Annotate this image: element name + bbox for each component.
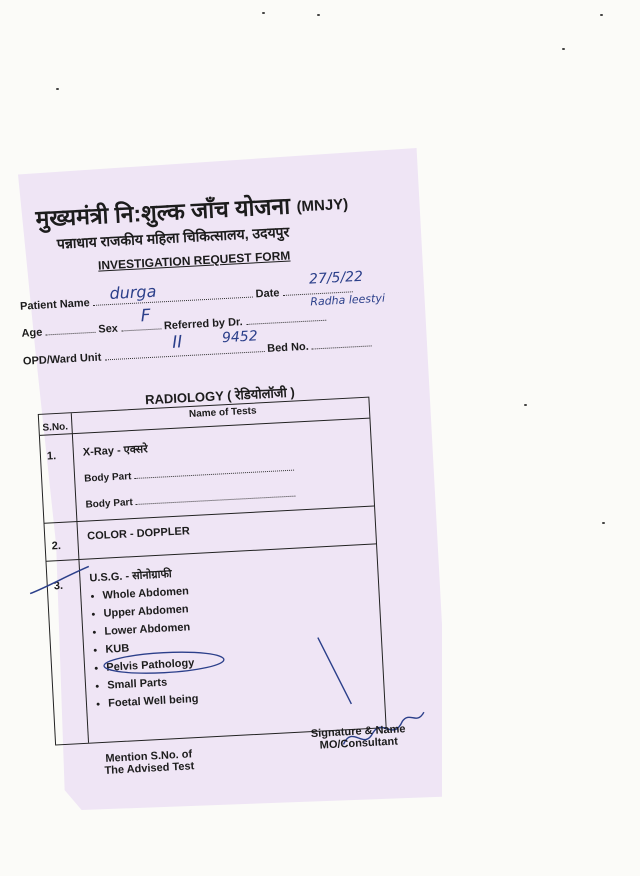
age-field bbox=[45, 322, 96, 336]
sno-header: S.No. bbox=[42, 421, 69, 434]
table-row-rule bbox=[46, 543, 376, 561]
pelvis-circle-stroke bbox=[101, 645, 232, 682]
dust-speck bbox=[317, 14, 320, 16]
opd-row bbox=[23, 335, 372, 367]
dust-speck bbox=[562, 48, 565, 50]
tests-header: Name of Tests bbox=[188, 405, 257, 421]
xray-body-part-2 bbox=[85, 486, 295, 511]
date-label: Date bbox=[255, 287, 280, 301]
referred-value: Radha leestyi bbox=[309, 291, 386, 309]
body-part-field bbox=[134, 460, 294, 479]
hospital-name: पन्नाधाय राजकीय महिला चिकित्सालय, उदयपुर bbox=[56, 223, 290, 252]
sex-label: Sex bbox=[98, 322, 119, 336]
scheme-title: मुख्यमंत्री नि:शुल्क जाँच योजना bbox=[34, 192, 291, 232]
opd-number-value: 9452 bbox=[221, 328, 259, 347]
body-part-label: Body Part bbox=[83, 471, 132, 485]
scheme-abbrev: (MNJY) bbox=[296, 195, 349, 216]
mention-line-2: The Advised Test bbox=[104, 760, 195, 777]
xray-body-part-1 bbox=[84, 460, 294, 485]
bed-label: Bed No. bbox=[266, 340, 310, 355]
dust-speck bbox=[262, 12, 265, 14]
table-header-rule bbox=[40, 418, 370, 436]
usg-small-parts: ● Small Parts bbox=[95, 677, 168, 693]
dust-speck bbox=[602, 522, 605, 524]
body-part-label: Body Part bbox=[85, 497, 134, 511]
form-name: INVESTIGATION REQUEST FORM bbox=[97, 248, 291, 273]
row-3-sno: 3. bbox=[53, 579, 64, 593]
patient-name-label: Patient Name bbox=[19, 297, 91, 313]
mention-note bbox=[104, 748, 195, 777]
signature-line-2: MO/Consultant bbox=[319, 735, 399, 752]
body-part-field bbox=[135, 486, 295, 505]
dust-speck bbox=[600, 14, 603, 16]
usg-kub: ● KUB bbox=[93, 642, 130, 656]
row-2-sno: 2. bbox=[51, 539, 62, 553]
date-value: 27/5/22 bbox=[308, 268, 364, 288]
form-content bbox=[14, 170, 446, 810]
usg-whole-abdomen: ● Whole Abdomen bbox=[90, 585, 189, 602]
section-title: RADIOLOGY ( रेडियोलॉजी ) bbox=[144, 384, 296, 408]
usg-test: U.S.G. - सोनोग्राफी bbox=[89, 568, 173, 585]
mention-line-1: Mention S.No. of bbox=[105, 748, 193, 765]
signature-stroke bbox=[308, 630, 435, 776]
usg-lower-abdomen: ● Lower Abdomen bbox=[92, 621, 190, 638]
usg-pelvis-pathology: ● Pelvis Pathology bbox=[94, 657, 195, 674]
age-label: Age bbox=[21, 326, 43, 340]
dust-speck bbox=[524, 404, 527, 406]
patient-name-value: durga bbox=[109, 281, 157, 304]
patient-name-row bbox=[20, 281, 353, 312]
opd-unit-value: II bbox=[171, 332, 183, 353]
bed-field bbox=[311, 335, 371, 349]
usg-upper-abdomen: ● Upper Abdomen bbox=[91, 603, 189, 620]
sex-value: F bbox=[140, 305, 152, 327]
signature-line-1: Signature & Name bbox=[310, 723, 406, 741]
referred-field bbox=[245, 310, 325, 325]
dust-speck bbox=[56, 88, 59, 90]
usg-foetal-well-being: ● Foetal Well being bbox=[96, 693, 199, 710]
checkmark-stroke bbox=[27, 562, 109, 606]
xray-test: X-Ray - एक्सरे bbox=[82, 443, 148, 459]
opd-label: OPD/Ward Unit bbox=[22, 351, 102, 368]
signature-label bbox=[311, 723, 407, 752]
row-1-sno: 1. bbox=[46, 450, 57, 463]
color-doppler-test: COLOR - DOPPLER bbox=[86, 525, 191, 543]
referred-label: Referred by Dr. bbox=[163, 316, 244, 333]
